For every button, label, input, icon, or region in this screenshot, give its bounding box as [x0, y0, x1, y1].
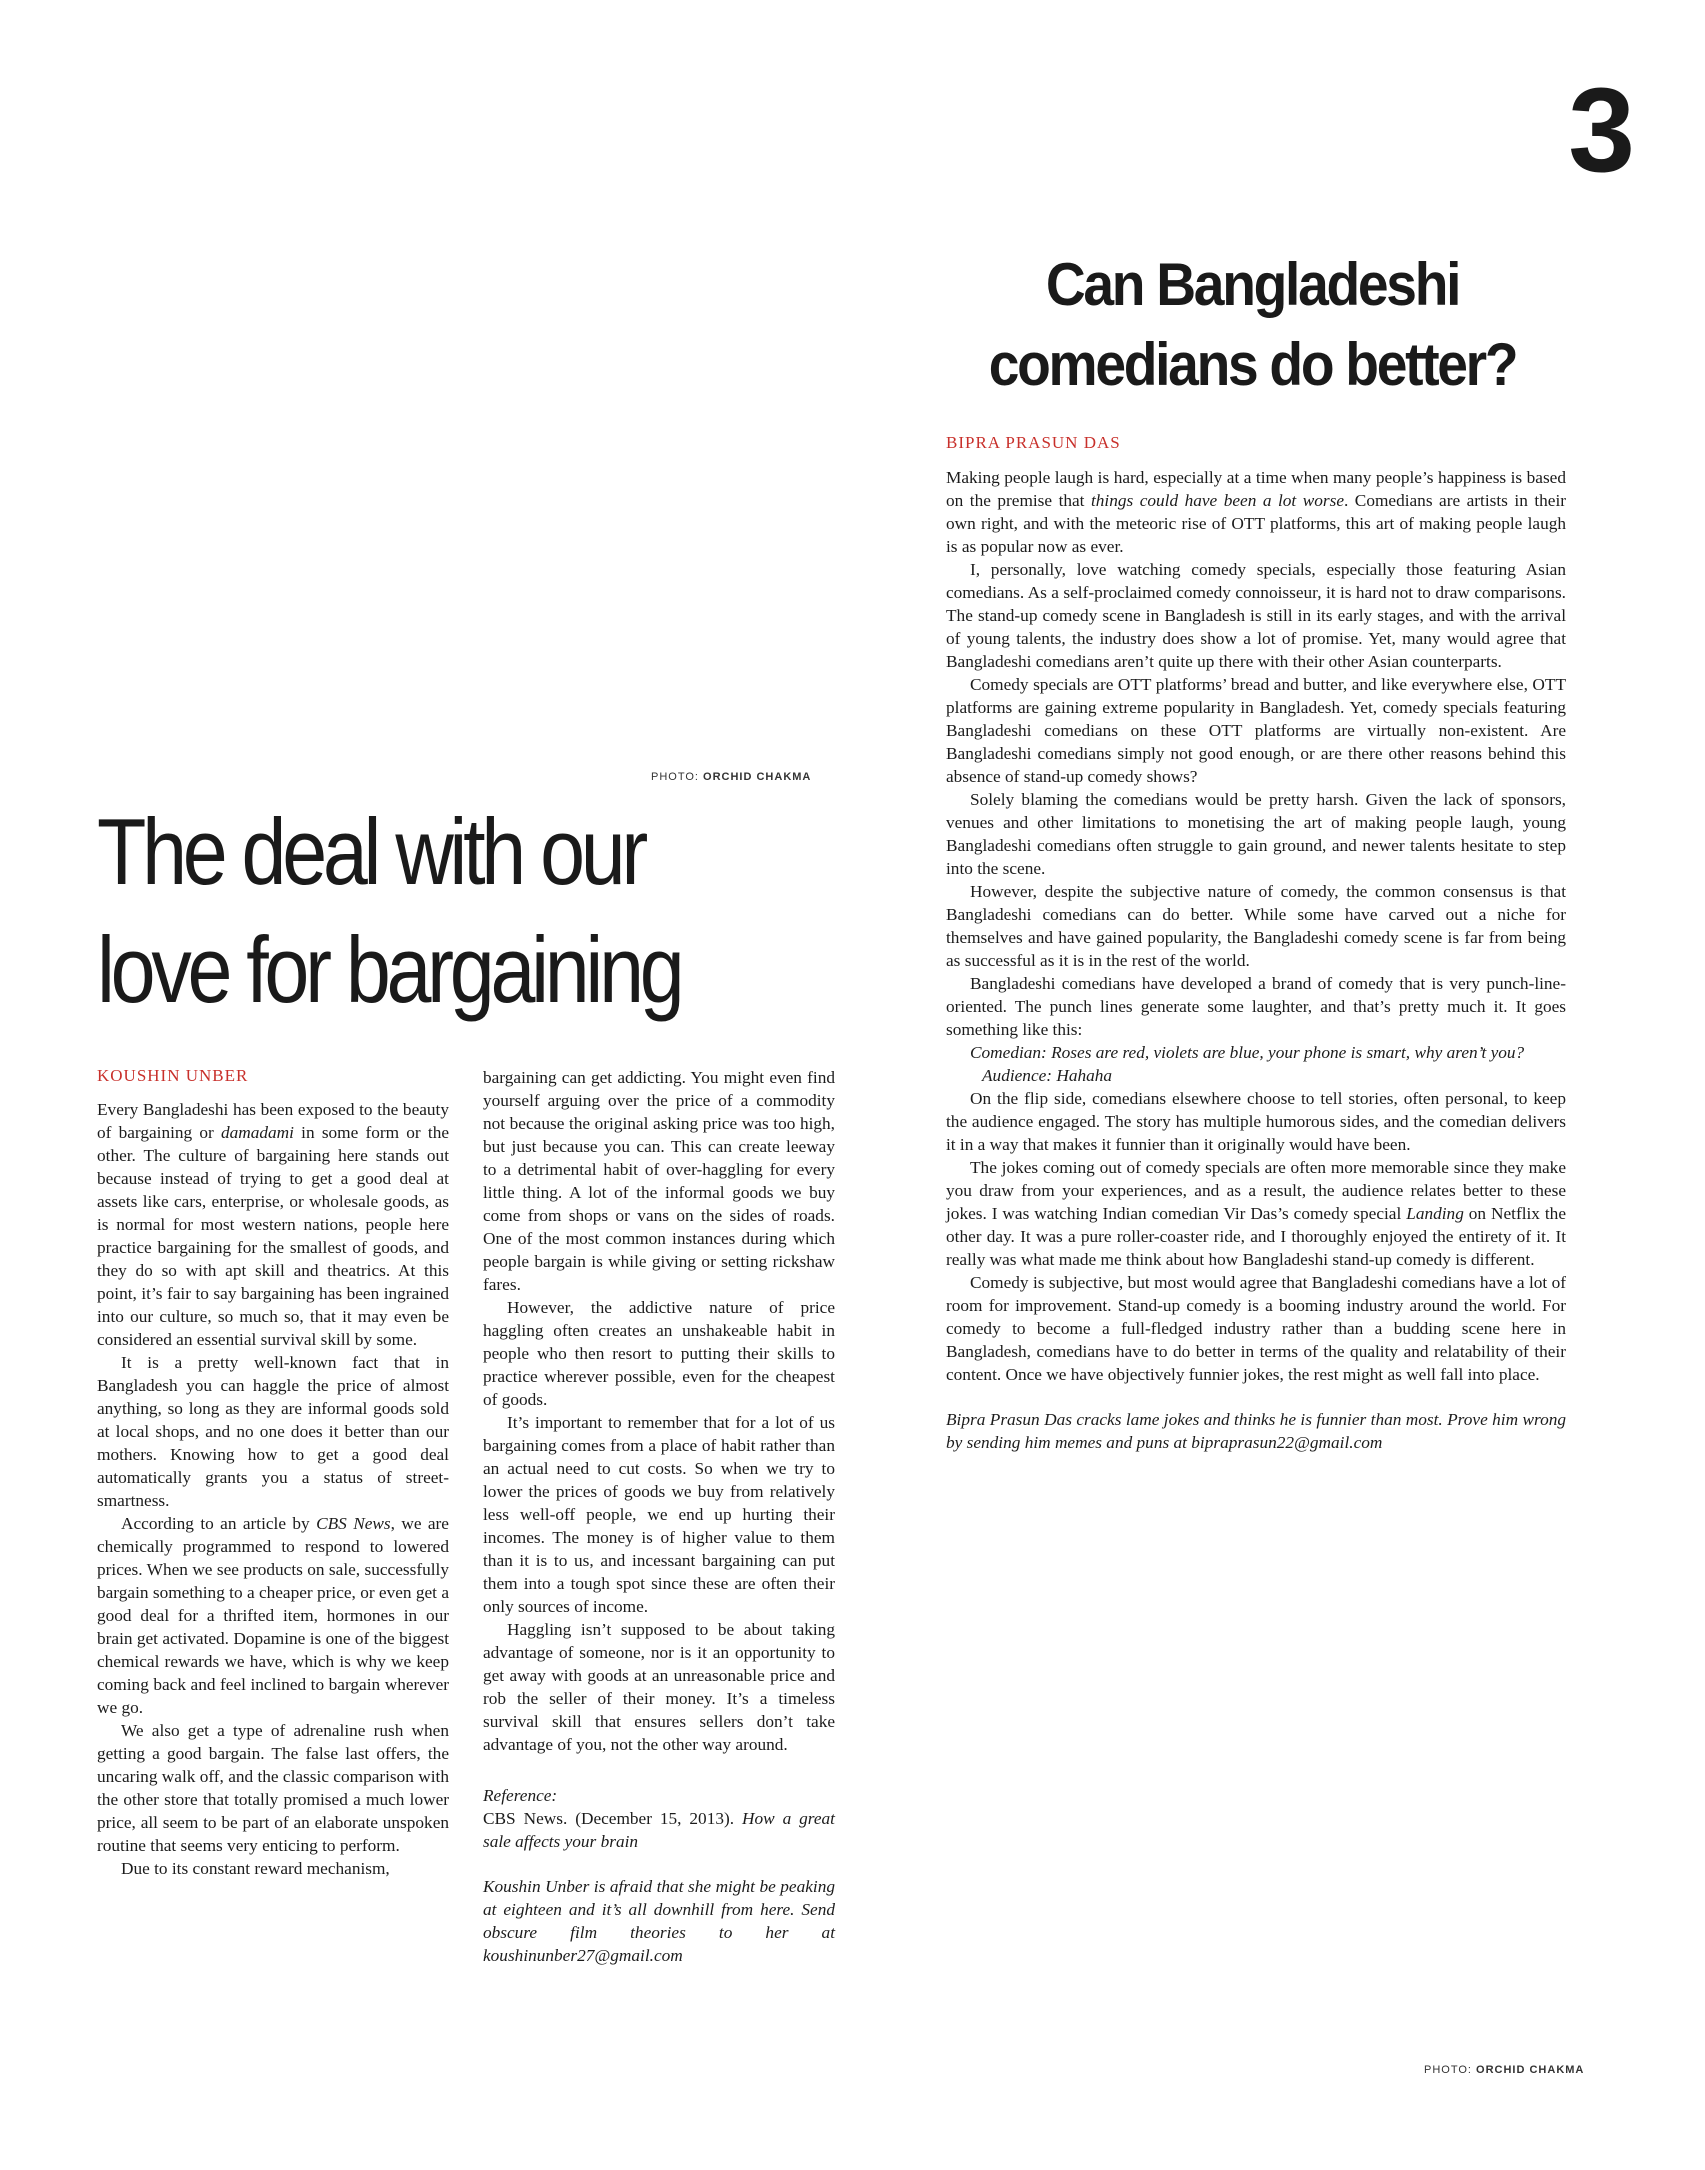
article1-column-1: [97, 1098, 449, 1880]
article1-paragraph: However, the addictive nature of price haggling often creates an unshakeable habit in people who then resort to putting their skills to practice wherever possible, even for the cheapest of goods.: [483, 1298, 835, 1409]
reference-heading: Reference:: [483, 1786, 558, 1805]
page-number: 3: [1568, 63, 1635, 197]
reference-entry: CBS News. (December 15, 2013). How a great sale affects your brain: [483, 1809, 835, 1851]
article1-byline: KOUSHIN UNBER: [97, 1066, 249, 1085]
article2-paragraph: The jokes coming out of comedy specials are often more memorable since they make you draw from your experiences, and as a result, the audience relates better to these jokes. I was watching Indian comedian Vir Das’s comedy special Landing on Netflix the other day. It was a pure roller-coaster ride, and I thoroughly enjoyed the entirety of it. It really was what made me think about how Bangladeshi stand-up comedy is different.: [946, 1158, 1566, 1269]
article1-column-2: [483, 1066, 835, 1967]
article2-paragraph: Comedy specials are OTT platforms’ bread and butter, and like everywhere else, OTT platforms are gaining extreme popularity in Bangladesh. Yet, comedy specials featuring Bangladeshi comedians on these OTT platforms are virtually non-existent. Are Bangladeshi comedians simply not good enough, or are there other reasons behind this absence of stand-up comedy shows?: [946, 675, 1566, 786]
article2-paragraph: On the flip side, comedians elsewhere choose to tell stories, often personal, to keep the audience engaged. The story has multiple humorous sides, and the comedian delivers it in a way that makes it funnier than it originally would have been.: [946, 1089, 1566, 1154]
article1-paragraph: Every Bangladeshi has been exposed to the beauty of bargaining or damadami in some form or the other. The culture of bargaining here stands out because instead of trying to get a good deal at assets like cars, enterprise, or wholesale goods, as is normal for most western nations, people here practice bargaining for the smallest of goods, and they do so with apt skill and theatrics. At this point, it’s fair to say bargaining has been ingrained into our culture, so much so, that it may even be considered an essential survival skill by some.: [97, 1100, 450, 1349]
article2-headline: [928, 245, 1577, 405]
article1-paragraph: We also get a type of adrenaline rush when getting a good bargain. The false last offers, the uncaring walk off, and the classic comparison with the other store that totally promised a much lower price, all seem to be part of an elaborate unspoken routine that seems very enticing to perform.: [97, 1721, 449, 1855]
article2-author-bio: Bipra Prasun Das cracks lame jokes and thinks he is funnier than most. Prove him wrong by sending him memes and puns at bipraprasun22@gmail.com: [946, 1410, 1566, 1452]
dialog-audience: Audience: Hahaha: [982, 1066, 1113, 1085]
article1-paragraph: bargaining can get addicting. You might even find yourself arguing over the price of a commodity not because the original asking price was too high, but just because you can. This can create leeway to a detrimental habit of over-haggling for every little thing. A lot of the informal goods we buy come from shops or vans on the sides of roads. One of the most common instances during which people bargain is while giving or setting rickshaw fares.: [483, 1068, 835, 1294]
article2-byline: BIPRA PRASUN DAS: [946, 433, 1121, 452]
article1-paragraph: Due to its constant reward mechanism,: [121, 1859, 390, 1878]
article2-headline-line1: Can Bangladeshi: [1045, 251, 1460, 318]
article2-paragraph: However, despite the subjective nature of comedy, the common consensus is that Bangladeshi comedians can do better. While some have carved out a niche for themselves and have gained popularity, the Bangladeshi comedy scene is far from being as successful as it is in the rest of the world.: [946, 882, 1566, 970]
article2-paragraph: I, personally, love watching comedy specials, especially those featuring Asian comedians. As a self-proclaimed comedy connoisseur, it is hard not to draw comparisons. The stand-up comedy scene in Bangladesh is still in its early stages, and with the arrival of young talents, the industry does show a lot of promise. Yet, many would agree that Bangladeshi comedians aren’t quite up there with their other Asian counterparts.: [946, 560, 1566, 671]
article2-paragraph: Solely blaming the comedians would be pretty harsh. Given the lack of sponsors, venues and other limitations to monetising the art of making people laugh, young Bangladeshi comedians often struggle to gain ground, and newer talents hesitate to step into the scene.: [946, 790, 1566, 878]
article2-paragraph: Bangladeshi comedians have developed a brand of comedy that is very punch-line-oriented. The punch lines generate some laughter, and that’s pretty much it. It goes something like this:: [946, 974, 1566, 1039]
article1-paragraph: Haggling isn’t supposed to be about taking advantage of someone, nor is it an opportunity to get away with goods at an unreasonable price and rob the seller of their money. It’s a timeless survival skill that ensures sellers don’t take advantage of you, not the other way around.: [483, 1620, 835, 1754]
dialog-comedian: Comedian: Roses are red, violets are blue, your phone is smart, why aren’t you?: [970, 1043, 1525, 1062]
article1-photo-credit: PHOTO: ORCHID CHAKMA: [651, 771, 812, 783]
article2-photo-credit: PHOTO: ORCHID CHAKMA: [1424, 2064, 1585, 2076]
article2-body: [946, 466, 1566, 1454]
article1-paragraph: It’s important to remember that for a lot of us bargaining comes from a place of habit rather than an actual need to cut costs. So when we try to lower the prices of goods we buy from relatively less well-off people, we end up hurting their incomes. The money is of higher value to them than it is to us, and incessant bargaining can put them into a tough spot since these are often their only sources of income.: [483, 1413, 835, 1616]
article1-headline-line2: love for bargaining: [97, 917, 681, 1022]
article2-headline-line2: comedians do better?: [988, 331, 1517, 398]
article1-author-bio: Koushin Unber is afraid that she might be peaking at eighteen and it’s all downhill from here. Send obscure film theories to her at koushinunber27@gmail.com: [483, 1877, 835, 1965]
article2-paragraph: Comedy is subjective, but most would agree that Bangladeshi comedians have a lot of room for improvement. Stand-up comedy is a booming industry around the world. For comedy to become a full-fledged industry rather than a budding scene here in Bangladesh, comedians have to do better in terms of the quality and relatability of their content. Once we have objectively funnier jokes, the rest might as well fall into place.: [946, 1273, 1566, 1384]
article1-headline-line1: The deal with our: [97, 799, 645, 904]
article1-headline: [97, 793, 751, 1029]
article1-paragraph: According to an article by CBS News, we are chemically programmed to respond to lowered prices. When we see products on sale, successfully bargain something to a cheaper price, or even get a good deal for a thrifted item, hormones in our brain get activated. Dopamine is one of the biggest chemical rewards we have, which is why we keep coming back and feel inclined to bargain wherever we go.: [97, 1514, 449, 1717]
article1-paragraph: It is a pretty well-known fact that in Bangladesh you can haggle the price of almost anything, so long as they are informal goods sold at local shops, and no one does it better than our mothers. Knowing how to get a good deal automatically grants you a status of street-smartness.: [97, 1353, 449, 1510]
article2-paragraph: Making people laugh is hard, especially at a time when many people’s happiness is based on the premise that things could have been a lot worse. Comedians are artists in their own right, and with the meteoric rise of OTT platforms, this art of making people laugh is as popular now as ever.: [946, 468, 1566, 556]
